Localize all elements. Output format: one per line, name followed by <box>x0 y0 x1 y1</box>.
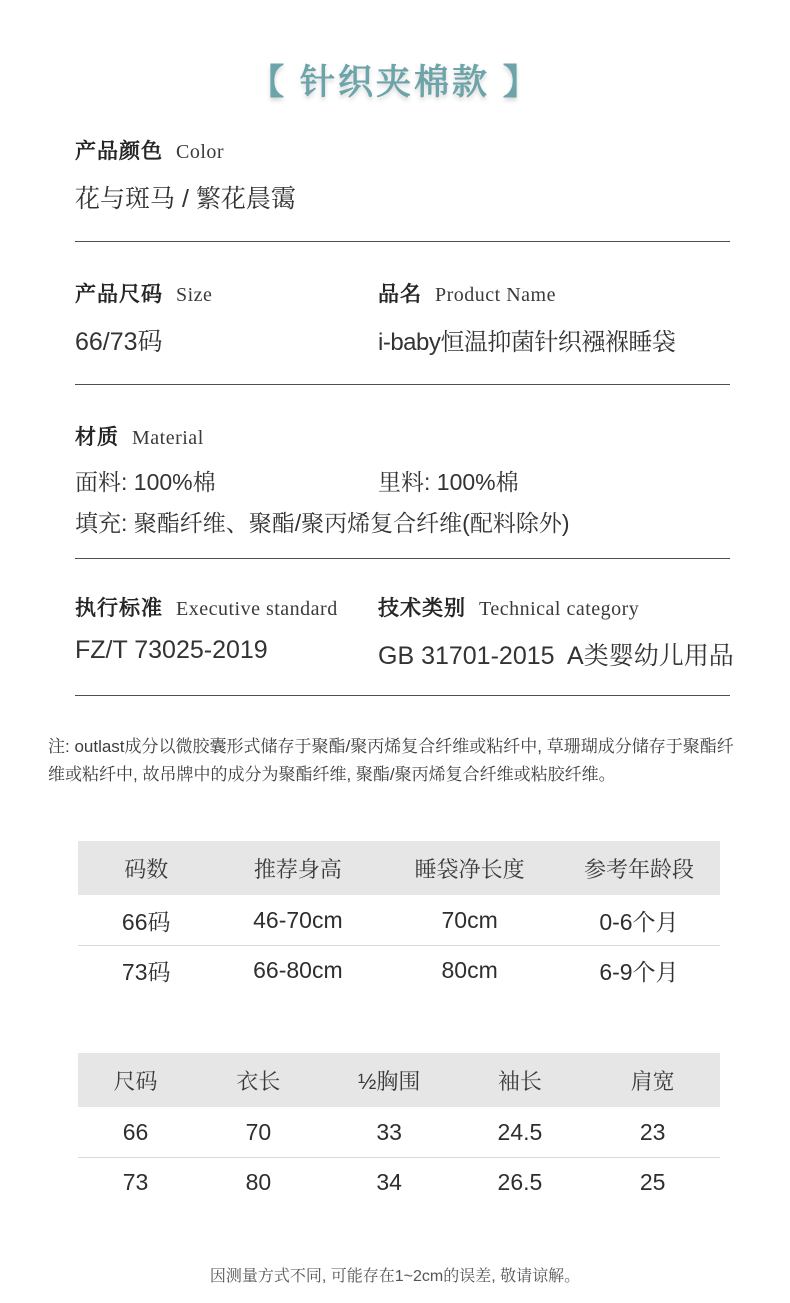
table-cell: 73 <box>122 1169 149 1195</box>
size-label-en: Size <box>176 284 213 306</box>
size-value: 66/73码 <box>75 328 163 356</box>
lining-value: 里料: 100%棉 <box>378 469 519 495</box>
standard-value: FZ/T 73025-2019 <box>75 636 268 664</box>
measure-table-header <box>78 1053 720 1107</box>
color-value: 花与斑马 / 繁花晨霭 <box>75 185 296 213</box>
table-cell: 23 <box>639 1118 666 1145</box>
section-color <box>0 135 790 215</box>
size-table-header <box>78 841 720 895</box>
section-divider <box>75 558 730 559</box>
standard-label-en: Executive standard <box>176 598 338 620</box>
page-title: 【 针织夹棉款 】 <box>249 63 541 102</box>
material-label <box>75 421 730 451</box>
product-name-value: i-baby恒温抑菌针织襁褓睡袋 <box>378 329 676 356</box>
material-row-fabric-lining <box>75 464 730 497</box>
category-column <box>378 592 734 672</box>
category-label <box>378 592 730 622</box>
table-row <box>78 895 720 945</box>
material-row-filling <box>75 505 730 538</box>
size-table <box>78 841 720 995</box>
category-label-cn: 技术类别 <box>378 597 466 620</box>
color-label <box>75 135 730 165</box>
table-cell: 24.5 <box>497 1118 543 1145</box>
table-cell: 6-9个月 <box>599 959 679 985</box>
category-value: GB 31701-2015 A类婴幼儿用品 <box>378 642 734 670</box>
table-row <box>78 1157 720 1207</box>
color-label-cn: 产品颜色 <box>75 140 163 163</box>
fabric-value: 面料: 100%棉 <box>75 469 216 495</box>
column-header: 参考年龄段 <box>583 856 694 882</box>
column-header: 睡袋净长度 <box>414 856 525 882</box>
note-text: 注: outlast成分以微胶囊形式储存于聚酯/聚丙烯复合纤维或粘纤中, 草珊瑚成分储存于聚酯纤维或粘纤中, 故吊牌中的成分为聚酯纤维, 聚酯/聚丙烯复合纤维或粘胶纤维。 <box>48 737 734 784</box>
table-cell: 80 <box>245 1169 272 1195</box>
section-standards <box>0 592 790 672</box>
table-cell: 33 <box>376 1118 402 1145</box>
size-column <box>75 278 378 358</box>
table-cell: 70cm <box>441 906 498 933</box>
material-label-cn: 材质 <box>75 426 119 449</box>
table-row <box>78 945 720 995</box>
measure-table <box>78 1053 720 1207</box>
color-label-en: Color <box>176 141 225 163</box>
section-size-product <box>0 278 790 358</box>
footer-note: 因测量方式不同, 可能存在1~2cm的误差, 敬请谅解。 <box>209 1268 581 1285</box>
product-name-label <box>378 278 730 308</box>
table-cell: 46-70cm <box>253 906 343 933</box>
table-row <box>78 1107 720 1157</box>
table-cell: 70 <box>245 1118 272 1145</box>
table-cell: 34 <box>376 1169 402 1195</box>
column-header: 尺码 <box>113 1068 158 1094</box>
product-name-column <box>378 278 730 358</box>
product-name-label-cn: 品名 <box>378 283 422 306</box>
column-header: 码数 <box>124 856 169 882</box>
standard-column <box>75 592 378 672</box>
material-label-en: Material <box>132 427 204 449</box>
column-header: 袖长 <box>497 1068 542 1094</box>
table-cell: 73码 <box>121 959 171 985</box>
size-label-cn: 产品尺码 <box>75 283 163 306</box>
filling-value: 填充: 聚酯纤维、聚酯/聚丙烯复合纤维(配料除外) <box>75 510 570 536</box>
table-cell: 26.5 <box>497 1169 543 1195</box>
section-divider <box>75 384 730 385</box>
column-header: 推荐身高 <box>253 856 342 882</box>
section-material <box>0 421 790 538</box>
category-label-en: Technical category <box>479 598 640 620</box>
column-header: ½胸围 <box>358 1068 421 1094</box>
table-cell: 66码 <box>121 908 171 935</box>
column-header: 肩宽 <box>630 1068 675 1094</box>
standard-label-cn: 执行标准 <box>75 597 163 620</box>
section-divider <box>75 695 730 696</box>
section-divider <box>75 241 730 242</box>
size-label <box>75 278 378 308</box>
table-cell: 80cm <box>441 957 498 983</box>
table-cell: 25 <box>639 1169 666 1195</box>
standard-label <box>75 592 378 622</box>
table-cell: 66-80cm <box>253 957 343 983</box>
column-header: 衣长 <box>236 1068 281 1094</box>
product-name-label-en: Product Name <box>435 284 556 306</box>
table-cell: 0-6个月 <box>599 908 679 935</box>
table-cell: 66 <box>122 1118 149 1145</box>
